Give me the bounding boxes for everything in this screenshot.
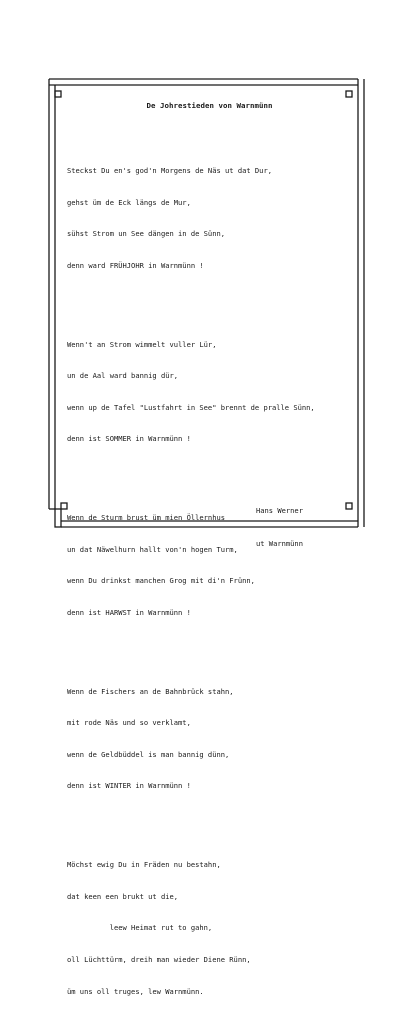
author-signature [256, 485, 303, 560]
poem-line: wenn up de Tafel "Lustfahrt in See" brennt de pralle Sünn, [67, 402, 315, 412]
poem-line: Wenn de Fischers an de Bahnbrück stahn, [67, 686, 234, 696]
author-place: ut Warnmünn [256, 539, 303, 548]
poem-line: denn ist HARWST in Warnmünn ! [67, 607, 191, 617]
poem-line: denn ward FRÜHJOHR in Warnmünn ! [67, 260, 204, 270]
poem-line: denn ist WINTER in Warnmünn ! [67, 781, 191, 791]
poem-line: gehst üm de Eck längs de Mur, [67, 197, 191, 207]
poem-line: dat keen een brukt ut die, [67, 891, 179, 901]
poem-line: wenn Du drinkst manchen Grog mit di'n Frünn, [67, 576, 255, 586]
poem-line: denn ist SOMMER in Warnmünn ! [67, 434, 191, 444]
poem-line: oll Lüchttürm, dreih man wieder Diene Rünn, [67, 954, 251, 964]
poem-line: sühst Strom un See dängen in de Sünn, [67, 229, 226, 239]
poem-line: leew Heimat rut to gahn, [67, 923, 213, 933]
poem-line: wenn de Geldbüddel is man bannig dünn, [67, 749, 230, 759]
stanza-autumn [67, 493, 357, 637]
poem-line: Steckst Du en's god'n Morgens de Näs ut dat Dur, [67, 166, 272, 175]
poem-line: Möchst ewig Du in Fräden nu bestahn, [67, 860, 221, 870]
stanza-winter [67, 667, 357, 811]
poem-title: De Johrestieden von Warnmünn [146, 101, 273, 110]
poem-line: Wenn't an Strom wimmelt vuller Lür, [67, 339, 217, 349]
poem-line: Wenn de Sturm brust üm mien Öllernhus [67, 513, 226, 523]
poem-line: mit rode Näs und so verklamt, [67, 718, 191, 728]
stanza-spring [67, 146, 357, 290]
poem-line: üm uns oll truges, lew Warnmünn. [67, 986, 204, 996]
author-name: Hans Werner [256, 506, 303, 515]
poem-line: un de Aal ward bannig dür, [67, 371, 179, 381]
stanza-closing [67, 840, 357, 1016]
poem-line: un dat Näwelhurn hallt von'n hogen Turm, [67, 544, 238, 554]
poem-body [67, 128, 357, 1036]
stanza-summer [67, 320, 357, 464]
